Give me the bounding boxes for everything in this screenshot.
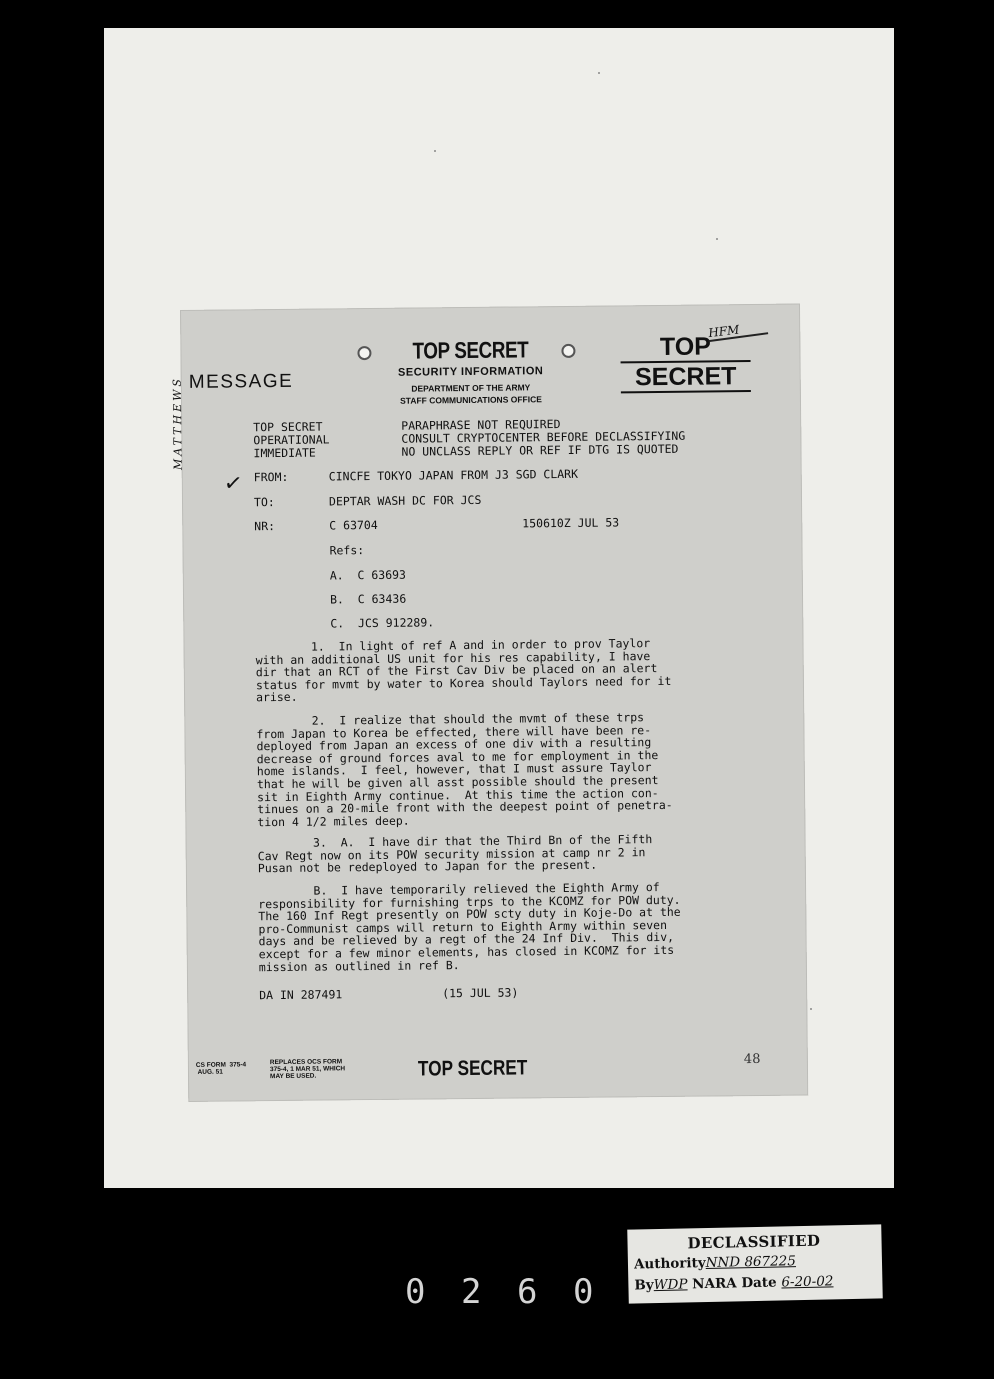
ref-item: C. JCS 912289. [330, 615, 435, 631]
ref-item: A. C 63693 [329, 567, 407, 583]
header-title: TOP SECRET [412, 336, 529, 364]
stamp-authority-line [634, 1253, 796, 1272]
frame-digit: 0 [405, 1272, 426, 1312]
nr-value: C 63704 [329, 517, 378, 533]
big-classification-stamp [620, 332, 751, 393]
handling-instruction: PARAPHRASE NOT REQUIRED [401, 417, 561, 433]
nara-date-label: NARA Date [692, 1274, 777, 1293]
big-classification-line2: SECRET [621, 362, 751, 393]
ref-item: B. C 63436 [329, 591, 407, 607]
frame-digit: 0 [573, 1272, 594, 1312]
to-value: DEPTAR WASH DC FOR JCS [328, 492, 482, 509]
by-label: By [634, 1277, 654, 1294]
stamp-by-line [634, 1273, 833, 1293]
header-office: STAFF COMMUNICATIONS OFFICE [400, 394, 542, 406]
date-time-group: 150610Z JUL 53 [522, 515, 620, 531]
to-label: TO: [253, 495, 275, 510]
received-date: (15 JUL 53) [442, 985, 519, 1001]
handwritten-initials: HFM [707, 322, 741, 341]
form-header [370, 336, 571, 406]
message-label: MESSAGE [188, 370, 294, 393]
declassified-stamp [627, 1224, 882, 1303]
authority-value: NND 867225 [705, 1253, 797, 1272]
message-form [170, 304, 808, 1102]
checkmark-icon: ✓ [222, 470, 244, 498]
from-label: FROM: [253, 469, 289, 485]
by-value: WDP [653, 1276, 688, 1294]
precedence-left: IMMEDIATE [253, 445, 316, 461]
stamp-title: DECLASSIFIED [687, 1231, 821, 1253]
da-in-number: DA IN 287491 [259, 987, 343, 1003]
form-replaces-note: REPLACES OCS FORM 375-4, 1 MAR 51, WHICH MAY BE USED. [269, 1058, 346, 1081]
precedence-left: OPERATIONAL [253, 432, 330, 448]
authority-label: Authority [633, 1255, 706, 1273]
footer-classification: TOP SECRET [417, 1056, 528, 1081]
handling-instruction: NO UNCLASS REPLY OR REF IF DTG IS QUOTED [401, 441, 679, 459]
form-number: CS FORM 375-4 AUG. 51 [195, 1061, 247, 1076]
body-paragraph-3a: 3. A. I have dir that the Third Bn of the Fifth Cav Regt now on its POW security mission at camp nr 2 in Pusan not be redeployed to Japan for the present. [257, 832, 653, 876]
handwritten-name-annotation: MATTHEWS [170, 376, 185, 471]
handling-instruction: CONSULT CRYPTOCENTER BEFORE DECLASSIFYING [401, 428, 686, 446]
page-number: 48 [743, 1051, 761, 1068]
punch-hole [357, 346, 371, 360]
header-subtitle: SECURITY INFORMATION [397, 365, 544, 379]
nara-date-value: 6-20-02 [781, 1273, 834, 1291]
nr-label: NR: [254, 519, 276, 534]
body-paragraph-2: 2. I realize that should the mvmt of these trps from Japan to Korea be effected, there will have been re- deployed from Japan an excess of one div with a resulting decrease of ground forces aval to me for employment in the home islands. I feel, however, that I must assure Taylor that he will be given all asst possible should the present sit in Eighth Army continue. At this time the action con- tinues on a 20-mile front with the deepest point of penetra- tion 4 1/2 miles deep. [256, 710, 673, 829]
header-department: DEPARTMENT OF THE ARMY [411, 382, 531, 394]
frame-digit: 2 [461, 1272, 482, 1312]
body-paragraph-3b: B. I have temporarily relieved the Eighth Army of responsibility for furnishing trps to the KCOMZ for POW duty. The 160 Inf Regt presently on POW scty duty in Koje-Do at the pro-Communist camps will return to Eighth Army within seven days and be relieved by a regt of the 24 Inf Div. This div, except for a few minor elements, has closed in KCOMZ for its mission as outlined in ref B. [258, 880, 681, 974]
frame-digit: 6 [517, 1272, 538, 1312]
big-classification-line1: TOP [620, 332, 750, 363]
archive-frame-number [405, 1272, 615, 1312]
from-value: CINCFE TOKYO JAPAN FROM J3 SGD CLARK [328, 466, 579, 484]
refs-label: Refs: [329, 543, 365, 558]
precedence-left: TOP SECRET [253, 419, 323, 435]
body-paragraph-1: 1. In light of ref A and in order to prov Taylor with an additional US unit for his res capability, I have dir that an RCT of the First Cav Div be placed on an alert status for mvmt by water to Korea should Taylors need for it arise. [255, 636, 672, 705]
